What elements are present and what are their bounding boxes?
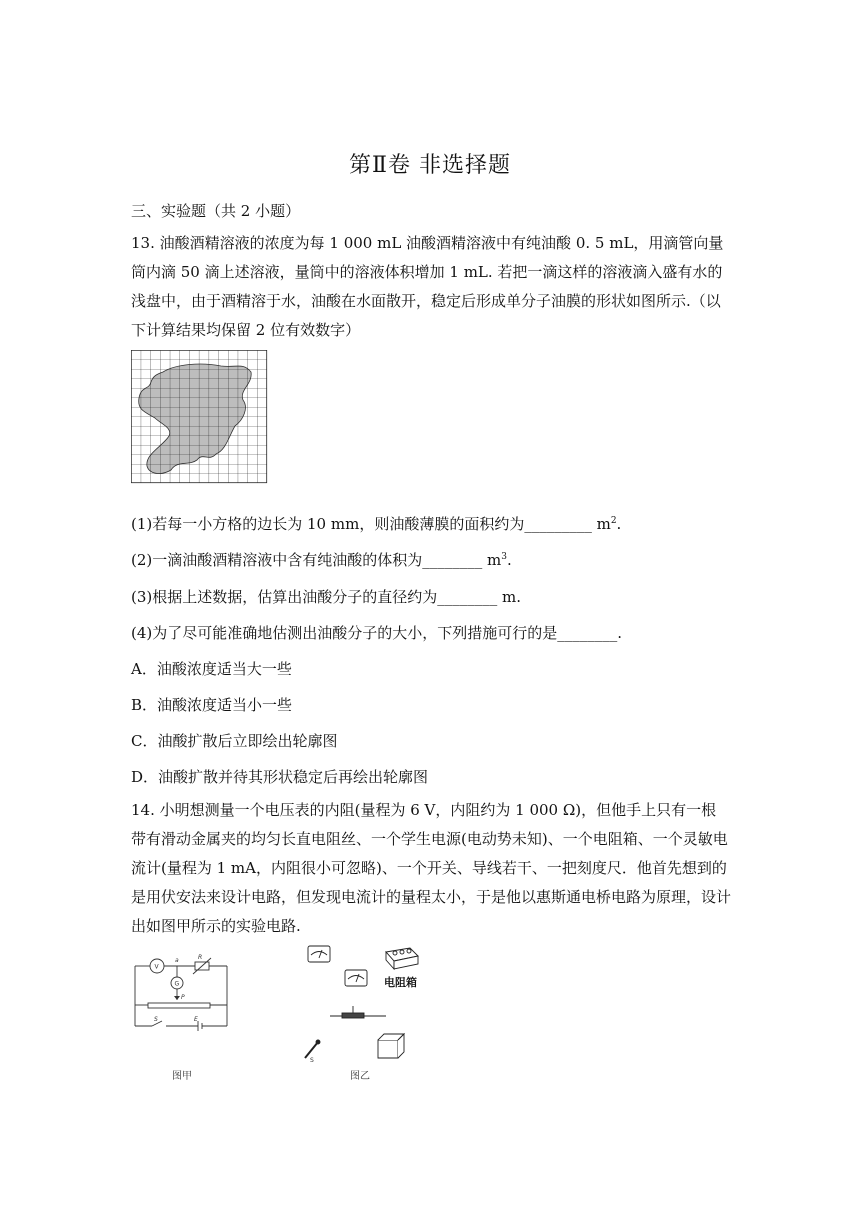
galvanometer-device	[345, 970, 367, 986]
switch-label: S	[154, 1016, 158, 1023]
source-label: E	[194, 1016, 198, 1023]
section-heading: 三、实验题（共 2 小题）	[131, 202, 301, 220]
apparatus-figure-b	[300, 940, 420, 1065]
resistor-box-label: 电阻箱	[384, 976, 417, 989]
power-supply-device	[378, 1040, 398, 1058]
galvanometer-label: G	[174, 980, 180, 988]
node-a-label: a	[175, 957, 179, 964]
option-b: B．油酸浓度适当小一些	[131, 696, 293, 714]
question-14-text: 14. 小明想测量一个电压表的内阻(量程为 6 V，内阻约为 1 000 Ω)，但他手上只有一根带有滑动金属夹的均匀长直电阻丝、一个学生电源(电动势未知)、一个电阻箱、一个灵敏电流计(量程为 1 mA，内阻很小可忽略)、一个开关、导线若干、一把刻度尺．他首先想到的是用伏安法来设计电路，但发现电流计的量程太小，于是他以惠斯通电桥电路为原理，设计出如图甲所示的实验电路.	[131, 801, 732, 935]
figure-b-caption: 图乙	[350, 1071, 370, 1082]
oil-film-grid-figure	[131, 350, 271, 484]
question-13-part-1: (1)若每一小方格的边长为 10 mm，则油酸薄膜的面积约为_________ $m^2$.	[131, 515, 622, 533]
question-13-part-2: (2)一滴油酸酒精溶液中含有纯油酸的体积为________ $m^3$.	[131, 551, 512, 569]
resistor-label: R	[198, 954, 203, 961]
question-13-part-4: (4)为了尽可能准确地估测出油酸分子的大小，下列措施可行的是________.	[131, 624, 623, 642]
option-a: A．油酸浓度适当大一些	[131, 660, 292, 678]
circuit-diagram-figure-a	[130, 950, 235, 1035]
voltmeter-device	[308, 946, 330, 962]
option-c: C．油酸扩散后立即绘出轮廓图	[131, 732, 338, 750]
switch-s-label: S	[310, 1057, 314, 1064]
question-13-text: 13. 油酸酒精溶液的浓度为每 1 000 mL 油酸酒精溶液中有纯油酸 0. 5 mL，用滴管向量筒内滴 50 滴上述溶液，量筒中的溶液体积增加 1 mL. 若把一滴这样的溶液滴入盛有水的浅盘中，由于酒精溶于水，油酸在水面散开，稳定后形成单分子油膜的形状如图所示.（以下计算结果均保留 2 位有效数字）	[131, 234, 724, 339]
slider-p-label: P	[181, 994, 185, 1001]
switch-device	[305, 1042, 318, 1058]
figure-a-caption: 图甲	[172, 1071, 192, 1082]
question-13-part-3: (3)根据上述数据，估算出油酸分子的直径约为________ m.	[131, 588, 522, 606]
option-d: D．油酸扩散并待其形状稳定后再绘出轮廓图	[131, 768, 429, 786]
page-title: 第Ⅱ卷 非选择题	[349, 153, 511, 178]
voltmeter-label: V	[154, 963, 159, 971]
